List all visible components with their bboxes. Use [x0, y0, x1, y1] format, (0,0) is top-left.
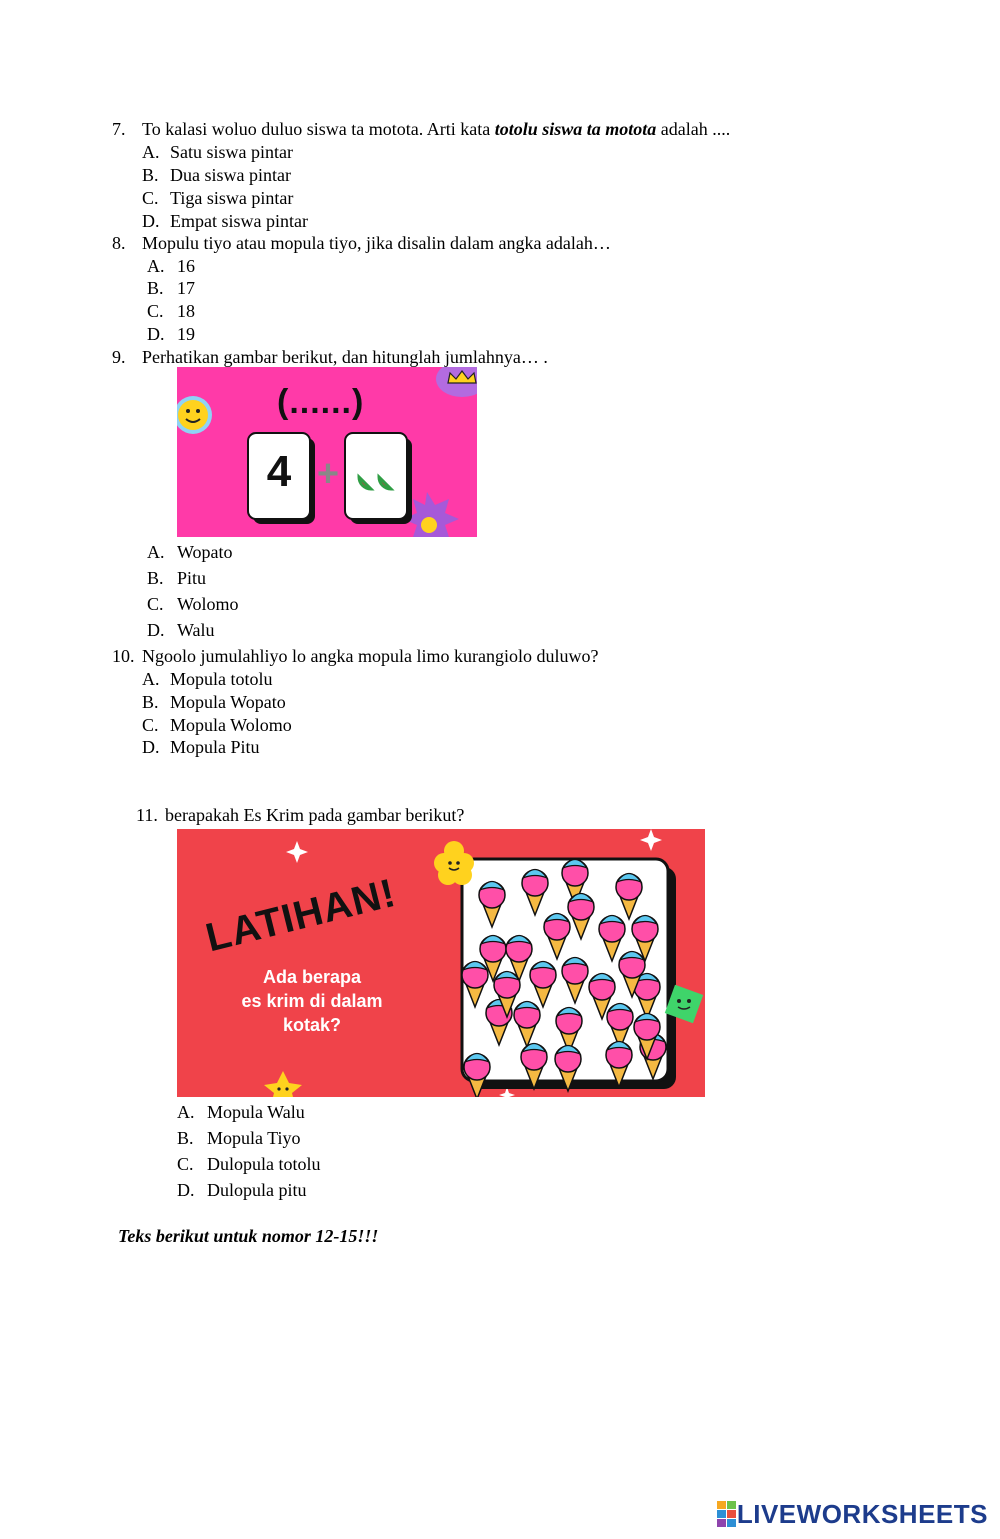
logo-text: LIVEWORKSHEETS	[736, 1498, 988, 1529]
option-text: 19	[177, 324, 195, 344]
option-letter: A.	[147, 542, 165, 562]
question-8	[112, 232, 611, 254]
q11-option-a[interactable]	[177, 1101, 305, 1123]
question-text: berapakah Es Krim pada gambar berikut?	[165, 805, 465, 825]
question-9	[112, 346, 548, 368]
option-text: 17	[177, 278, 195, 298]
fruit-card	[345, 433, 407, 519]
q9-figure	[177, 367, 477, 537]
question-text: Ngoolo jumulahliyo lo angka mopula limo kurangiolo duluwo?	[142, 646, 599, 666]
q11-option-b[interactable]	[177, 1127, 301, 1149]
question-text: Perhatikan gambar berikut, dan hitunglah jumlahnya… .	[142, 347, 548, 367]
subtitle-line: kotak?	[282, 1015, 342, 1035]
option-text: Dulopula pitu	[207, 1180, 307, 1200]
q11-figure-graphic	[177, 829, 705, 1097]
liveworksheets-logo[interactable]	[717, 1499, 988, 1529]
option-letter: B.	[142, 165, 159, 185]
question-number: 10.	[112, 646, 135, 666]
option-letter: B.	[142, 692, 159, 712]
logo-blocks-icon	[717, 1501, 737, 1527]
option-text: Wolomo	[177, 594, 239, 614]
option-letter: C.	[142, 188, 159, 208]
question-number: 11.	[136, 805, 158, 825]
subtitle-line: es krim di dalam	[241, 991, 383, 1011]
option-text: Mopula totolu	[170, 669, 273, 689]
q7-option-c[interactable]	[142, 187, 293, 209]
option-text: Dua siswa pintar	[170, 165, 291, 185]
q10-option-a[interactable]	[142, 668, 273, 690]
option-letter: C.	[147, 594, 164, 614]
q11-option-d[interactable]	[177, 1179, 307, 1201]
option-letter: B.	[147, 278, 164, 298]
q9-option-b[interactable]	[147, 567, 206, 589]
q10-option-d[interactable]	[142, 736, 260, 758]
option-text: Pitu	[177, 568, 207, 588]
option-letter: D.	[147, 620, 165, 640]
option-letter: C.	[147, 301, 164, 321]
option-letter: B.	[177, 1128, 194, 1148]
q8-option-a[interactable]	[147, 255, 195, 277]
q9-option-a[interactable]	[147, 541, 233, 563]
question-number: 9.	[112, 347, 126, 367]
q7-option-d[interactable]	[142, 210, 308, 232]
option-letter: D.	[177, 1180, 195, 1200]
option-text: Mopula Walu	[207, 1102, 305, 1122]
option-text: Dulopula totolu	[207, 1154, 321, 1174]
option-letter: D.	[142, 211, 160, 231]
option-letter: D.	[147, 324, 165, 344]
q7-option-b[interactable]	[142, 164, 291, 186]
q11-option-c[interactable]	[177, 1153, 321, 1175]
question-text-end: adalah ....	[656, 119, 731, 139]
q8-option-c[interactable]	[147, 300, 195, 322]
q10-option-b[interactable]	[142, 691, 286, 713]
q9-option-c[interactable]	[147, 593, 239, 615]
q8-option-b[interactable]	[147, 277, 195, 299]
option-letter: C.	[177, 1154, 194, 1174]
section-note: Teks berikut untuk nomor 12-15!!!	[118, 1226, 379, 1246]
question-11	[136, 804, 464, 826]
q11-figure	[177, 829, 705, 1097]
question-10	[112, 645, 598, 667]
option-letter: A.	[147, 256, 165, 276]
figure-subtitle	[217, 965, 407, 1037]
question-7	[112, 118, 730, 140]
option-text: Tiga siswa pintar	[170, 188, 294, 208]
q9-option-d[interactable]	[147, 619, 215, 641]
option-text: Mopula Wolomo	[170, 715, 292, 735]
option-letter: A.	[177, 1102, 195, 1122]
option-text: 16	[177, 256, 195, 276]
option-text: Mopula Tiyo	[207, 1128, 301, 1148]
option-text: Satu siswa pintar	[170, 142, 293, 162]
question-number: 8.	[112, 233, 126, 253]
subtitle-line: Ada berapa	[262, 967, 362, 987]
option-text: Empat siswa pintar	[170, 211, 308, 231]
plus-operator: +	[316, 453, 340, 495]
option-text: Wopato	[177, 542, 233, 562]
option-letter: B.	[147, 568, 164, 588]
option-text: Mopula Pitu	[170, 737, 260, 757]
option-letter: D.	[142, 737, 160, 757]
q10-option-c[interactable]	[142, 714, 292, 736]
option-text: 18	[177, 301, 195, 321]
q7-option-a[interactable]	[142, 141, 293, 163]
option-letter: A.	[142, 669, 160, 689]
option-letter: A.	[142, 142, 160, 162]
option-text: Walu	[177, 620, 215, 640]
question-text: Mopulu tiyo atau mopula tiyo, jika disalin dalam angka adalah…	[142, 233, 611, 253]
option-text: Mopula Wopato	[170, 692, 286, 712]
question-emphasis: totolu siswa ta motota	[494, 119, 657, 139]
q8-option-d[interactable]	[147, 323, 195, 345]
option-letter: C.	[142, 715, 159, 735]
question-text: To kalasi woluo duluo siswa ta motota. Arti kata	[142, 119, 495, 139]
figure-title: LATIHAN!	[201, 870, 401, 961]
blank-parentheses: (......)	[277, 383, 365, 421]
card-number: 4	[266, 447, 292, 496]
question-number: 7.	[112, 119, 126, 139]
